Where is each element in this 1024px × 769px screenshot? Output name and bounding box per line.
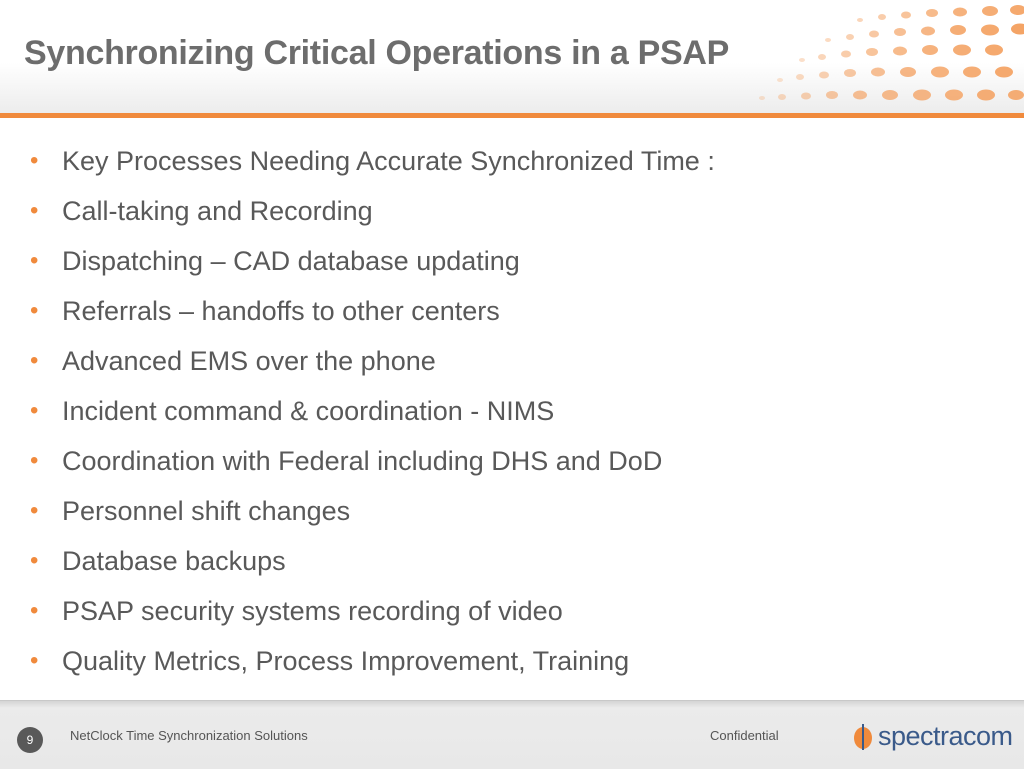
slide-footer <box>0 700 1024 769</box>
bullet-marker: • <box>30 197 39 224</box>
bullet-text: Personnel shift changes <box>62 496 351 526</box>
bullet-marker: • <box>30 597 39 624</box>
confidential-label: Confidential <box>710 728 779 743</box>
logo-wordmark: spectracom <box>878 721 1013 751</box>
spectracom-logo <box>852 721 1022 755</box>
title-divider <box>0 113 1024 118</box>
bullet-marker: • <box>30 547 39 574</box>
bullet-marker: • <box>30 647 39 674</box>
bullet-text: Quality Metrics, Process Improvement, Training <box>62 646 630 676</box>
bullet-marker: • <box>30 397 39 424</box>
bullet-text: Database backups <box>62 546 286 576</box>
bullet-text: PSAP security systems recording of video <box>62 596 563 626</box>
bullet-marker: • <box>30 447 39 474</box>
bullet-text: Call-taking and Recording <box>62 196 373 226</box>
presentation-title: NetClock Time Synchronization Solutions <box>70 728 308 743</box>
bullet-marker: • <box>30 247 39 274</box>
orange-dot-pattern-decoration <box>740 0 1024 112</box>
bullet-text: Key Processes Needing Accurate Synchronized Time : <box>62 146 715 176</box>
bullet-text: Referrals – handoffs to other centers <box>62 296 500 326</box>
bullet-text: Dispatching – CAD database updating <box>62 246 520 276</box>
bullet-marker: • <box>30 297 39 324</box>
bullet-text: Coordination with Federal including DHS and DoD <box>62 446 663 476</box>
logo-mark-icon <box>852 723 874 751</box>
bullet-marker: • <box>30 497 39 524</box>
page-number-badge: 9 <box>17 727 43 753</box>
bullet-text: Incident command & coordination - NIMS <box>62 396 555 426</box>
bullet-marker: • <box>30 347 39 374</box>
bullet-marker: • <box>30 147 39 174</box>
bullet-text: Advanced EMS over the phone <box>62 346 436 376</box>
slide-title: Synchronizing Critical Operations in a PSAP <box>24 34 730 72</box>
